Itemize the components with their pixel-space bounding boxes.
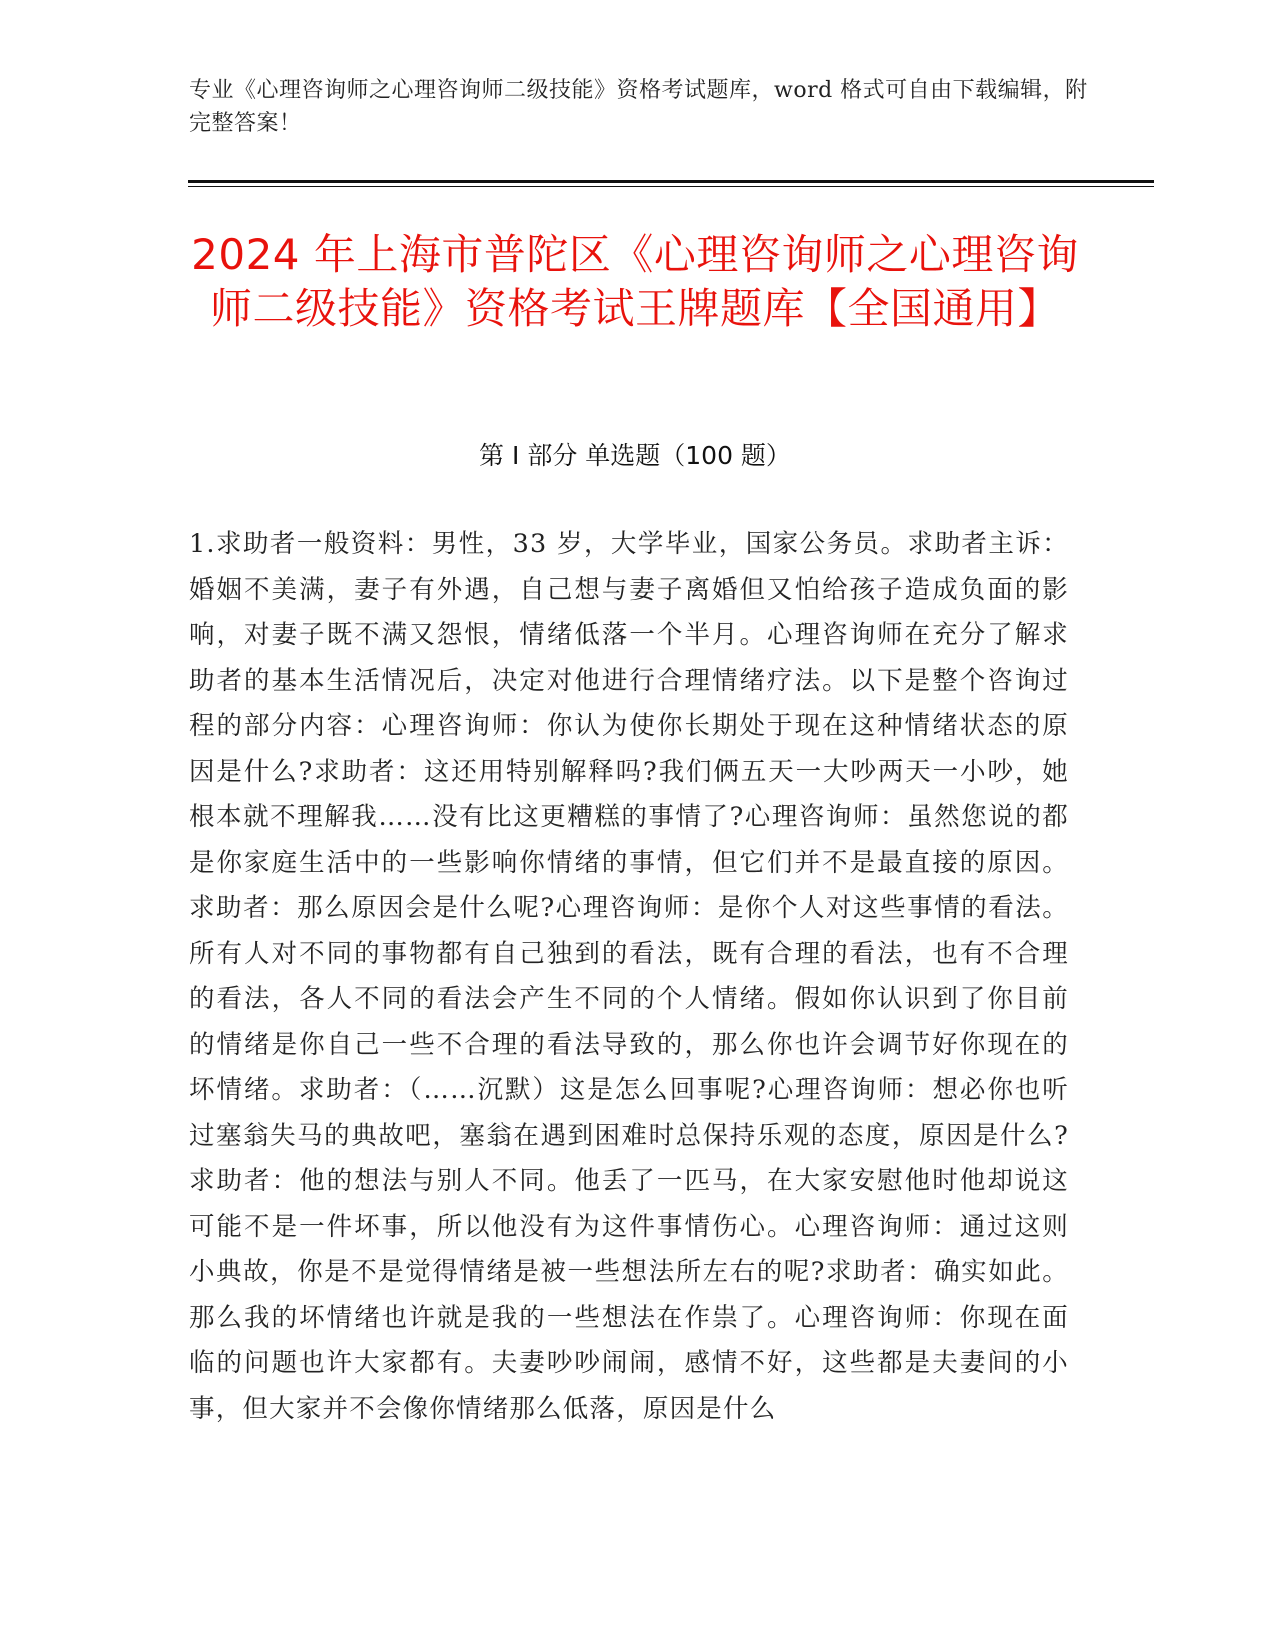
header-divider-thick: [188, 180, 1154, 183]
header-note: 专业《心理咨询师之心理咨询师二级技能》资格考试题库，word 格式可自由下载编辑，附完整答案！: [189, 78, 1088, 136]
document-title: 2024 年上海市普陀区《心理咨询师之心理咨询师二级技能》资格考试王牌题库【全国通用】: [191, 230, 1079, 333]
header-divider-thin: [188, 186, 1154, 187]
section-heading: 第 I 部分 单选题（100 题）: [479, 441, 791, 470]
question-item: 1.求助者一般资料：男性，33 岁，大学毕业，国家公务员。求助者主诉：婚姻不美满，妻子有外遇，自己想与妻子离婚但又怕给孩子造成负面的影响，对妻子既不满又怨恨，情绪低落一个半月。心理咨询师在充分了解求助者的基本生活情况后，决定对他进行合理情绪疗法。以下是整个咨询过程的部分内容：心理咨询师：你认为使你长期处于现在这种情绪状态的原因是什么?求助者：这还用特别解释吗?我们俩五天一大吵两天一小吵，她根本就不理解我……没有比这更糟糕的事情了?心理咨询师：虽然您说的都是你家庭生活中的一些影响你情绪的事情，但它们并不是最直接的原因。求助者：那么原因会是什么呢?心理咨询师：是你个人对这些事情的看法。所有人对不同的事物都有自己独到的看法，既有合理的看法，也有不合理的看法，各人不同的看法会产生不同的个人情绪。假如你认识到了你目前的情绪是你自己一些不合理的看法导致的，那么你也许会调节好你现在的坏情绪。求助者：（……沉默）这是怎么回事呢?心理咨询师：想必你也听过塞翁失马的典故吧，塞翁在遇到困难时总保持乐观的态度，原因是什么?求助者：他的想法与别人不同。他丢了一匹马，在大家安慰他时他却说这可能不是一件坏事，所以他没有为这件事情伤心。心理咨询师：通过这则小典故，你是不是觉得情绪是被一些想法所左右的呢?求助者：确实如此。那么我的坏情绪也许就是我的一些想法在作祟了。心理咨询师：你现在面临的问题也许大家都有。夫妻吵吵闹闹，感情不好，这些都是夫妻间的小事，但大家并不会像你情绪那么低落，原因是什么: [189, 529, 1069, 1424]
